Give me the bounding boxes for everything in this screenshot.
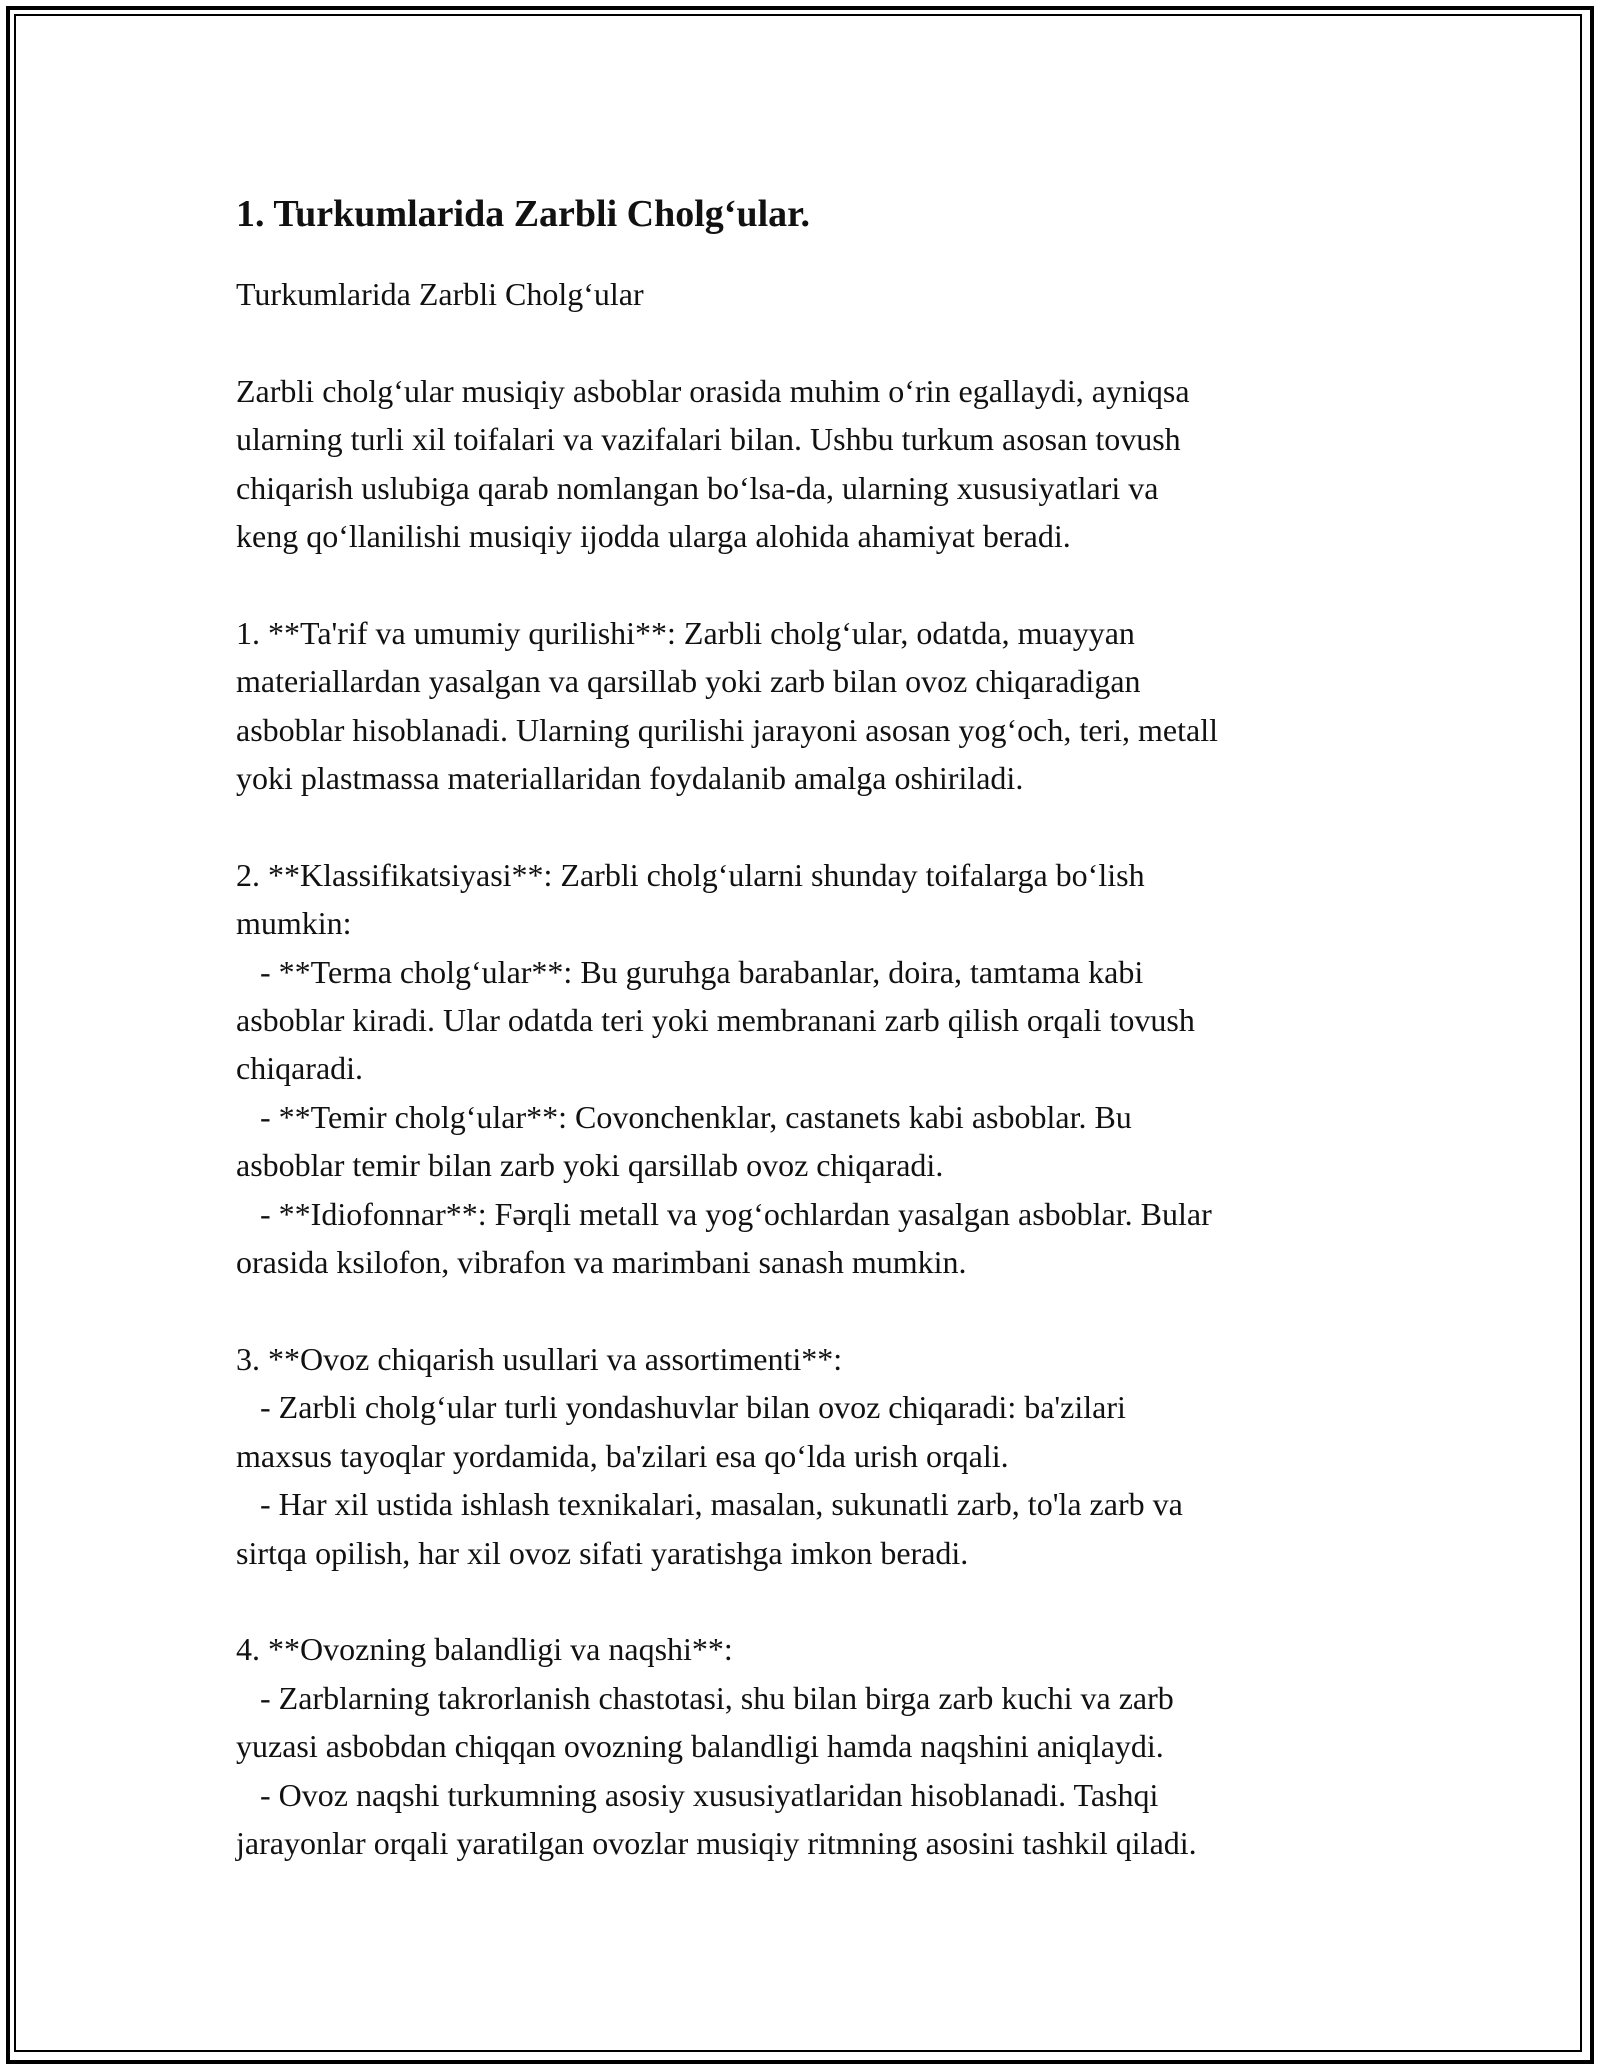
text-line: - **Idiofonnar**: Fərqli metall va yog‘ochlardan yasalgan asboblar. Bular <box>236 1195 1212 1232</box>
text-line: asboblar temir bilan zarb yoki qarsillab ovoz chiqaradi. <box>236 1147 944 1184</box>
text-line: - Ovoz naqshi turkumning asosiy xususiyatlaridan hisoblanadi. Tashqi <box>236 1776 1159 1813</box>
text-line: yoki plastmassa materiallaridan foydalanib amalga oshiriladi. <box>236 760 1024 797</box>
text-line: - Har xil ustida ishlash texnikalari, masalan, sukunatli zarb, to'la zarb va <box>236 1486 1183 1523</box>
text-line: 2. **Klassifikatsiyasi**: Zarbli cholg‘ularni shunday toifalarga bo‘lish <box>236 856 1145 893</box>
text-line: - **Terma cholg‘ular**: Bu guruhga barabanlar, doira, tamtama kabi <box>236 953 1144 990</box>
text-line: orasida ksilofon, vibrafon va marimbani sanash mumkin. <box>236 1244 967 1281</box>
text-line: chiqarish uslubiga qarab nomlangan bo‘lsa-da, ularning xususiyatlari va <box>236 469 1159 506</box>
text-line: - **Temir cholg‘ular**: Covonchenklar, castanets kabi asboblar. Bu <box>236 1098 1132 1135</box>
text-line: asboblar kiradi. Ular odatda teri yoki membranani zarb qilish orqali tovush <box>236 1002 1195 1039</box>
document-title: 1. Turkumlarida Zarbli Cholg‘ular. <box>236 193 811 235</box>
text-line: jarayonlar orqali yaratilgan ovozlar musiqiy ritmning asosini tashkil qiladi. <box>236 1824 1197 1861</box>
blank-line <box>236 560 1376 608</box>
blank-line <box>236 802 1376 850</box>
text-line: - Zarbli cholg‘ular turli yondashuvlar bilan ovoz chiqaradi: ba'zilari <box>236 1389 1126 1426</box>
document-body <box>236 186 1376 1867</box>
text-line: Zarbli cholg‘ular musiqiy asboblar orasida muhim o‘rin egallaydi, ayniqsa <box>236 372 1190 409</box>
text-line: 1. **Ta'rif va umumiy qurilishi**: Zarbli cholg‘ular, odatda, muayyan <box>236 614 1135 651</box>
text-line: 3. **Ovoz chiqarish usullari va assortimenti**: <box>236 1340 843 1377</box>
text-line: Turkumlarida Zarbli Cholg‘ular <box>236 276 644 312</box>
blank-line <box>236 318 1376 366</box>
text-line: maxsus tayoqlar yordamida, ba'zilari esa qo‘lda urish orqali. <box>236 1437 1009 1474</box>
text-line: ularning turli xil toifalari va vazifalari bilan. Ushbu turkum asosan tovush <box>236 421 1181 458</box>
document-text <box>236 270 1376 1867</box>
text-line: chiqaradi. <box>236 1050 364 1087</box>
blank-line <box>236 1286 1376 1334</box>
text-line: mumkin: <box>236 905 352 942</box>
text-line: materiallardan yasalgan va qarsillab yoki zarb bilan ovoz chiqaradigan <box>236 663 1141 700</box>
text-line: asboblar hisoblanadi. Ularning qurilishi jarayoni asosan yog‘och, teri, metall <box>236 711 1218 748</box>
text-line: yuzasi asbobdan chiqqan ovozning balandligi hamda naqshini aniqlaydi. <box>236 1728 1164 1765</box>
blank-line <box>236 1577 1376 1625</box>
text-line: keng qo‘llanilishi musiqiy ijodda ularga alohida ahamiyat beradi. <box>236 518 1071 555</box>
text-line: 4. **Ovozning balandligi va naqshi**: <box>236 1631 733 1668</box>
text-line: sirtqa opilish, har xil ovoz sifati yaratishga imkon beradi. <box>236 1534 969 1571</box>
text-line: - Zarblarning takrorlanish chastotasi, shu bilan birga zarb kuchi va zarb <box>236 1679 1174 1716</box>
